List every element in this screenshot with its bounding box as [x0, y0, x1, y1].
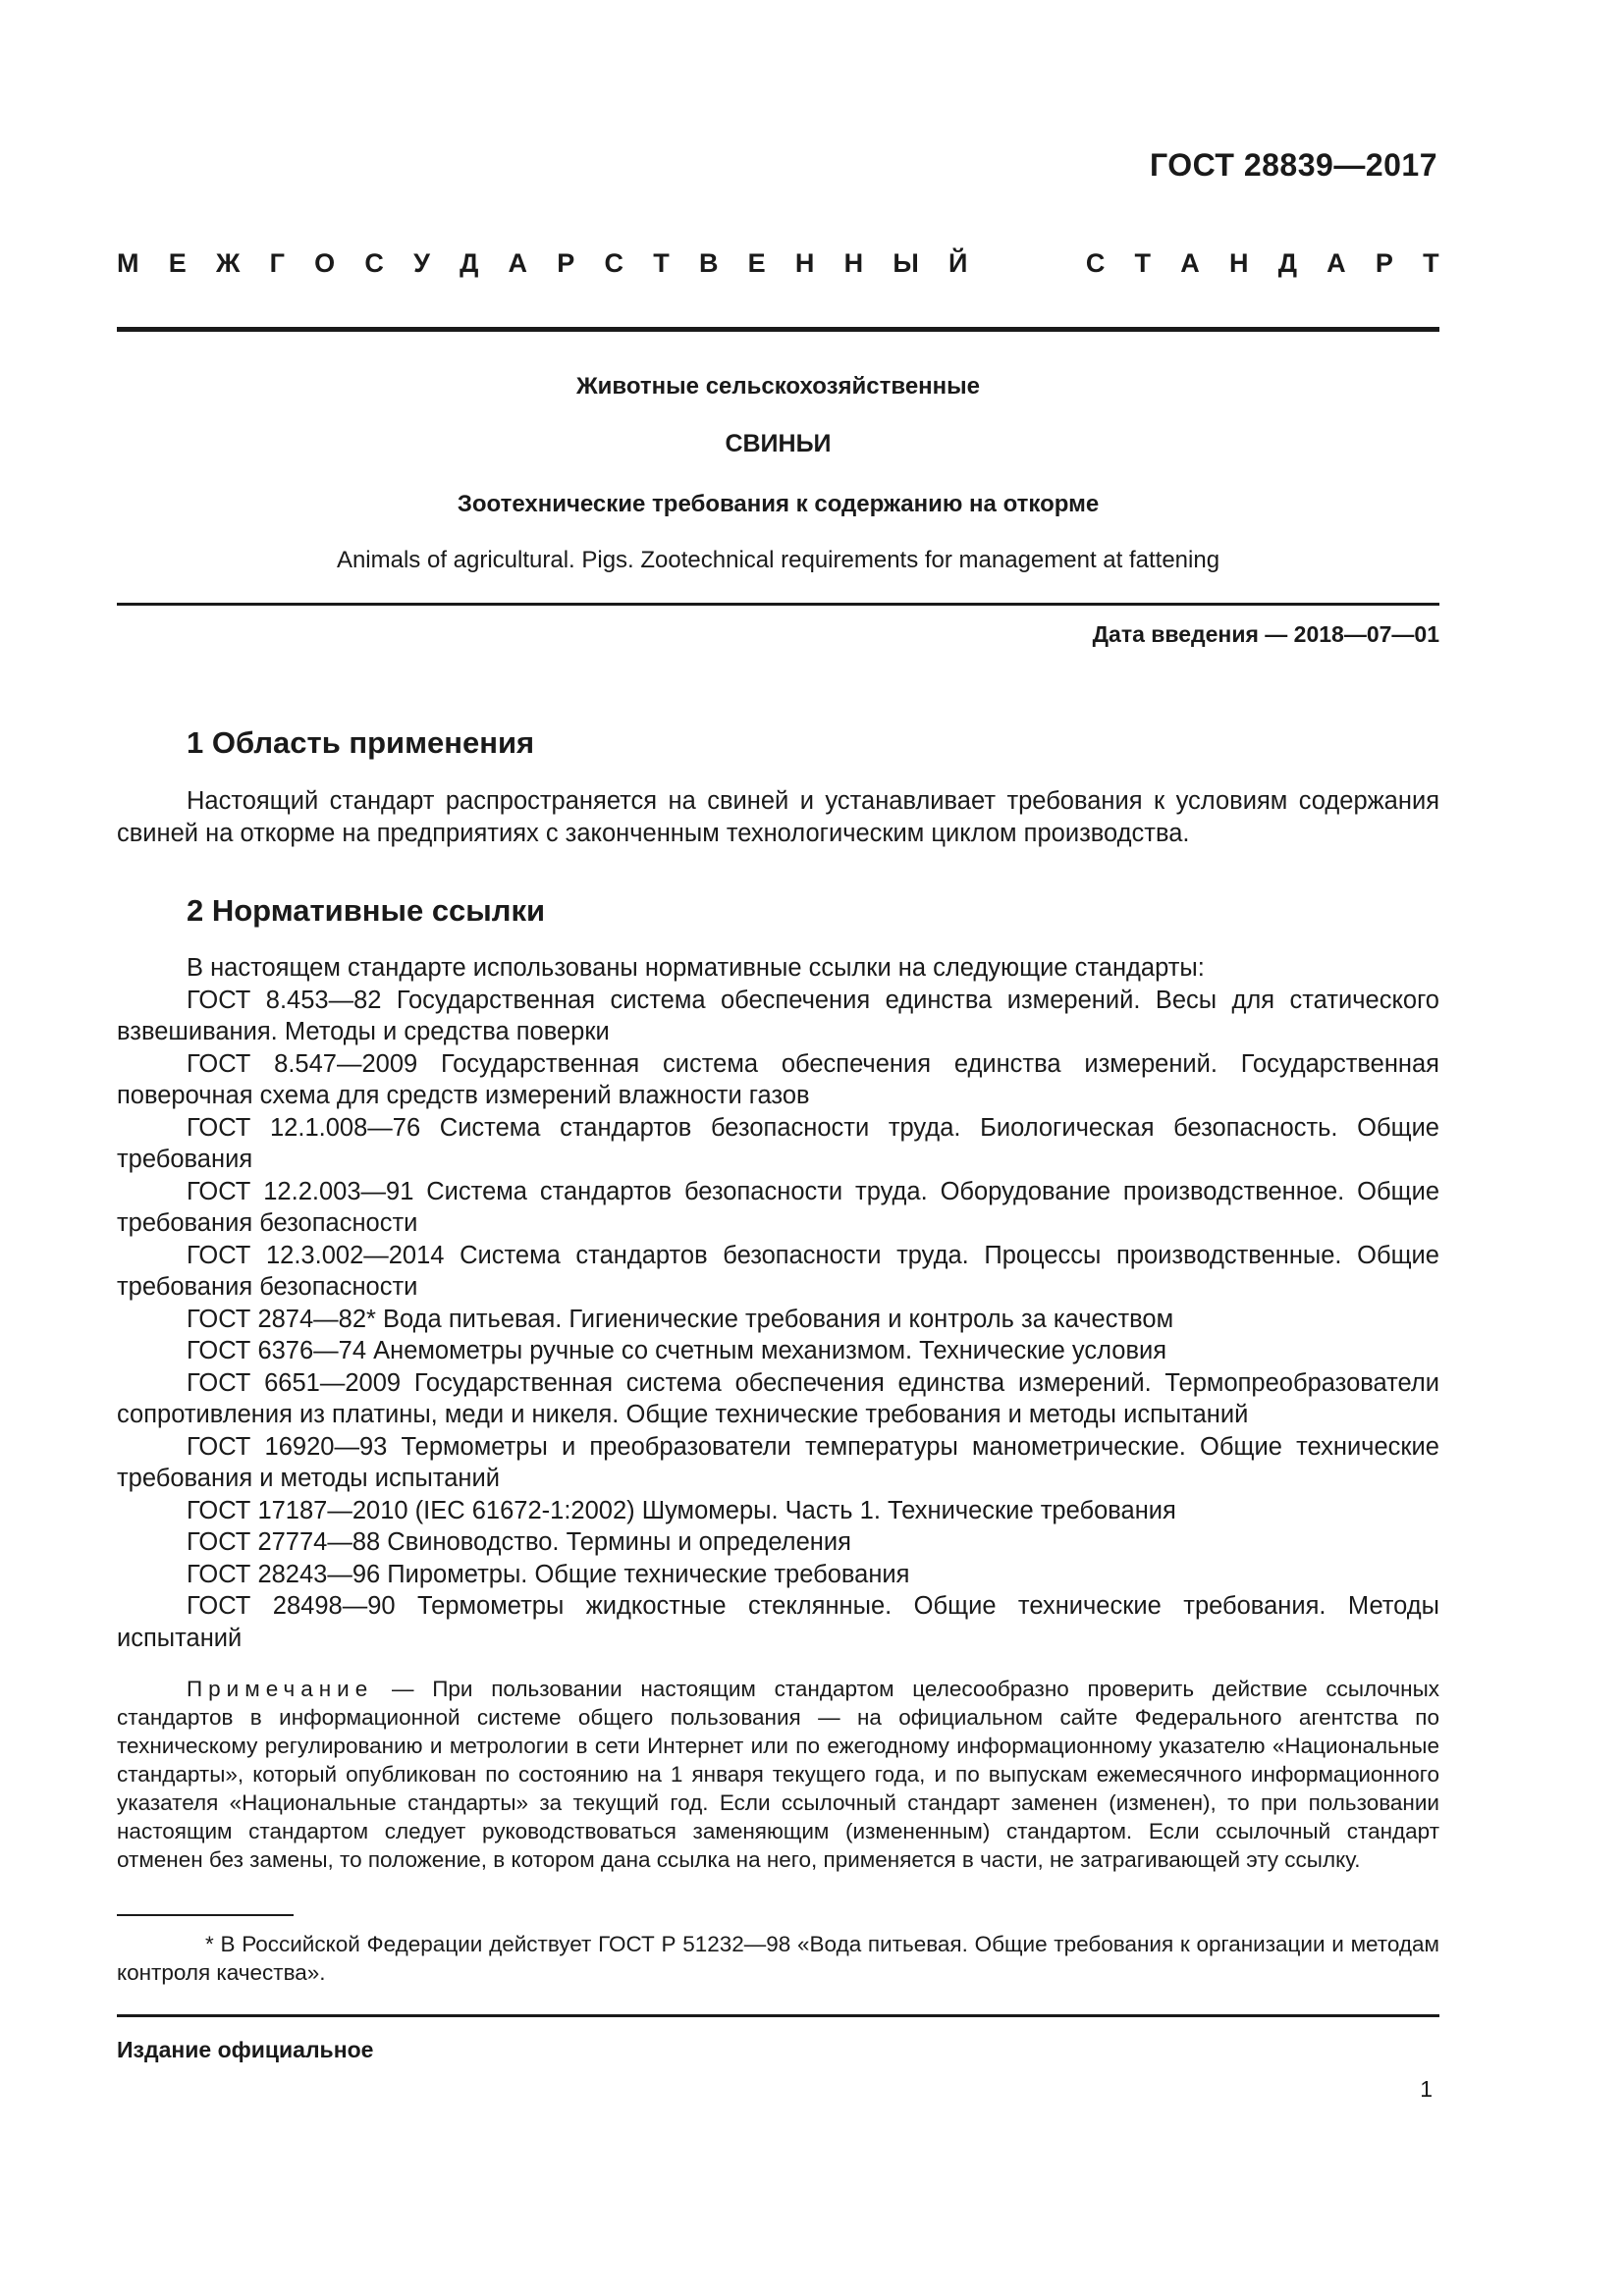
header-divider [117, 327, 1439, 332]
section-2-heading: 2 Нормативные ссылки [187, 893, 546, 928]
reference-item: ГОСТ 2874—82* Вода питьевая. Гигиенические требования и контроль за качеством [187, 1305, 1174, 1333]
banner-word-gap [998, 248, 1056, 279]
banner-letter: Н [794, 248, 815, 278]
document-number: ГОСТ 28839—2017 [1149, 147, 1437, 183]
reference-item: ГОСТ 16920—93 Термометры и преобразователи температуры манометрические. Общие технические требования и методы испытаний [117, 1432, 1439, 1492]
banner-letter: Д [1277, 248, 1297, 278]
official-edition-label: Издание официальное [117, 2037, 374, 2062]
reference-item: ГОСТ 12.3.002—2014 Система стандартов безопасности труда. Процессы производственные. Общие требования безопасности [117, 1241, 1439, 1301]
section-1-heading: 1 Область применения [187, 725, 535, 760]
note-block [117, 1675, 1439, 1874]
footer-divider [117, 2014, 1439, 2017]
banner-letter: С [364, 248, 384, 278]
footnote-text: * В Российской Федерации действует ГОСТ Р 51232—98 «Вода питьевая. Общие требования к организации и методам контроля качества». [117, 1932, 1439, 1985]
banner-letter: А [508, 248, 528, 278]
title-line-3: Зоотехнические требования к содержанию на откорме [457, 491, 1100, 517]
reference-item: ГОСТ 12.1.008—76 Система стандартов безопасности труда. Биологическая безопасность. Общие требования [117, 1113, 1439, 1173]
banner-letter: М [117, 248, 139, 278]
banner-letter: Д [460, 248, 479, 278]
banner-letter: С [604, 248, 623, 278]
footnote-block [117, 1930, 1439, 1987]
banner-letter: Т [653, 248, 670, 278]
banner-letter: Ж [215, 248, 241, 278]
banner-letter: Е [168, 248, 187, 278]
references-intro: В настоящем стандарте использованы нормативные ссылки на следующие стандарты: [187, 954, 1205, 982]
note-label: Примечание [187, 1677, 374, 1701]
section-2-body [117, 952, 1439, 1654]
banner-letter: У [413, 248, 430, 278]
banner-letter: А [1326, 248, 1346, 278]
banner-letter: О [314, 248, 336, 278]
banner-letter: Г [269, 248, 285, 278]
english-title: Animals of agricultural. Pigs. Zootechnical requirements for management at fattening [336, 547, 1220, 573]
reference-item: ГОСТ 12.2.003—91 Система стандартов безопасности труда. Оборудование производственное. Общие требования безопасности [117, 1177, 1439, 1237]
banner-letter: Р [557, 248, 575, 278]
banner-letter: С [1085, 248, 1106, 278]
reference-item: ГОСТ 8.453—82 Государственная система обеспечения единства измерений. Весы для статического взвешивания. Методы и средства поверки [117, 986, 1439, 1045]
banner-letter: Н [843, 248, 864, 278]
interstate-standard-banner [117, 248, 1439, 279]
introduction-date: Дата введения — 2018—07—01 [1092, 621, 1439, 647]
note-text: — При пользовании настоящим стандартом целесообразно проверить действие ссылочных стандартов в информационной системе общего пользования — на официальном сайте Федерального агентства по техническому регулированию и метрологии в сети Интернет или по ежегодному информационному указателю «Национальные стандарты», который опубликован по состоянию на 1 января текущего года, и по выпускам ежемесячного информационного указателя «Национальные стандарты» за текущий год. Если ссылочный стандарт заменен (изменен), то при пользовании настоящим стандартом следует руководствоваться заменяющим (измененным) стандартом. Если ссылочный стандарт отменен без замены, то положение, в котором дана ссылка на него, применяется в части, не затрагивающей эту ссылку. [117, 1677, 1439, 1872]
title-divider [117, 603, 1439, 606]
title-line-2: СВИНЬИ [725, 430, 832, 457]
footnote-separator [117, 1914, 294, 1916]
page-number: 1 [1420, 2076, 1433, 2102]
reference-item: ГОСТ 27774—88 Свиноводство. Термины и определения [187, 1528, 851, 1556]
banner-letter: Т [1423, 248, 1439, 278]
banner-letter: Н [1228, 248, 1249, 278]
banner-letter: Т [1134, 248, 1152, 278]
reference-item: ГОСТ 28243—96 Пирометры. Общие технические требования [187, 1560, 910, 1588]
banner-letter: Й [947, 248, 968, 278]
reference-item: ГОСТ 6651—2009 Государственная система обеспечения единства измерений. Термопреобразователи сопротивления из платины, меди и никеля. Общие технические требования и методы испытаний [117, 1368, 1439, 1428]
reference-item: ГОСТ 8.547—2009 Государственная система обеспечения единства измерений. Государственная поверочная схема для средств измерений влажности газов [117, 1049, 1439, 1109]
banner-letter: В [698, 248, 719, 278]
title-line-1: Животные сельскохозяйственные [575, 373, 980, 400]
banner-letter: А [1180, 248, 1200, 278]
reference-item: ГОСТ 6376—74 Анемометры ручные со счетным механизмом. Технические условия [187, 1337, 1167, 1364]
section-1-body [117, 785, 1439, 849]
banner-letter: Е [747, 248, 766, 278]
banner-letter: Р [1375, 248, 1393, 278]
reference-item: ГОСТ 28498—90 Термометры жидкостные стеклянные. Общие технические требования. Методы испытаний [117, 1592, 1439, 1652]
reference-item: ГОСТ 17187—2010 (IEC 61672-1:2002) Шумомеры. Часть 1. Технические требования [187, 1496, 1176, 1524]
note-paragraph [117, 1675, 1439, 1874]
banner-letter: Ы [893, 248, 919, 278]
scope-paragraph: Настоящий стандарт распространяется на свиней и устанавливает требования к условиям содержания свиней на откорме на предприятиях с законченным технологическим циклом производства. [117, 787, 1439, 847]
